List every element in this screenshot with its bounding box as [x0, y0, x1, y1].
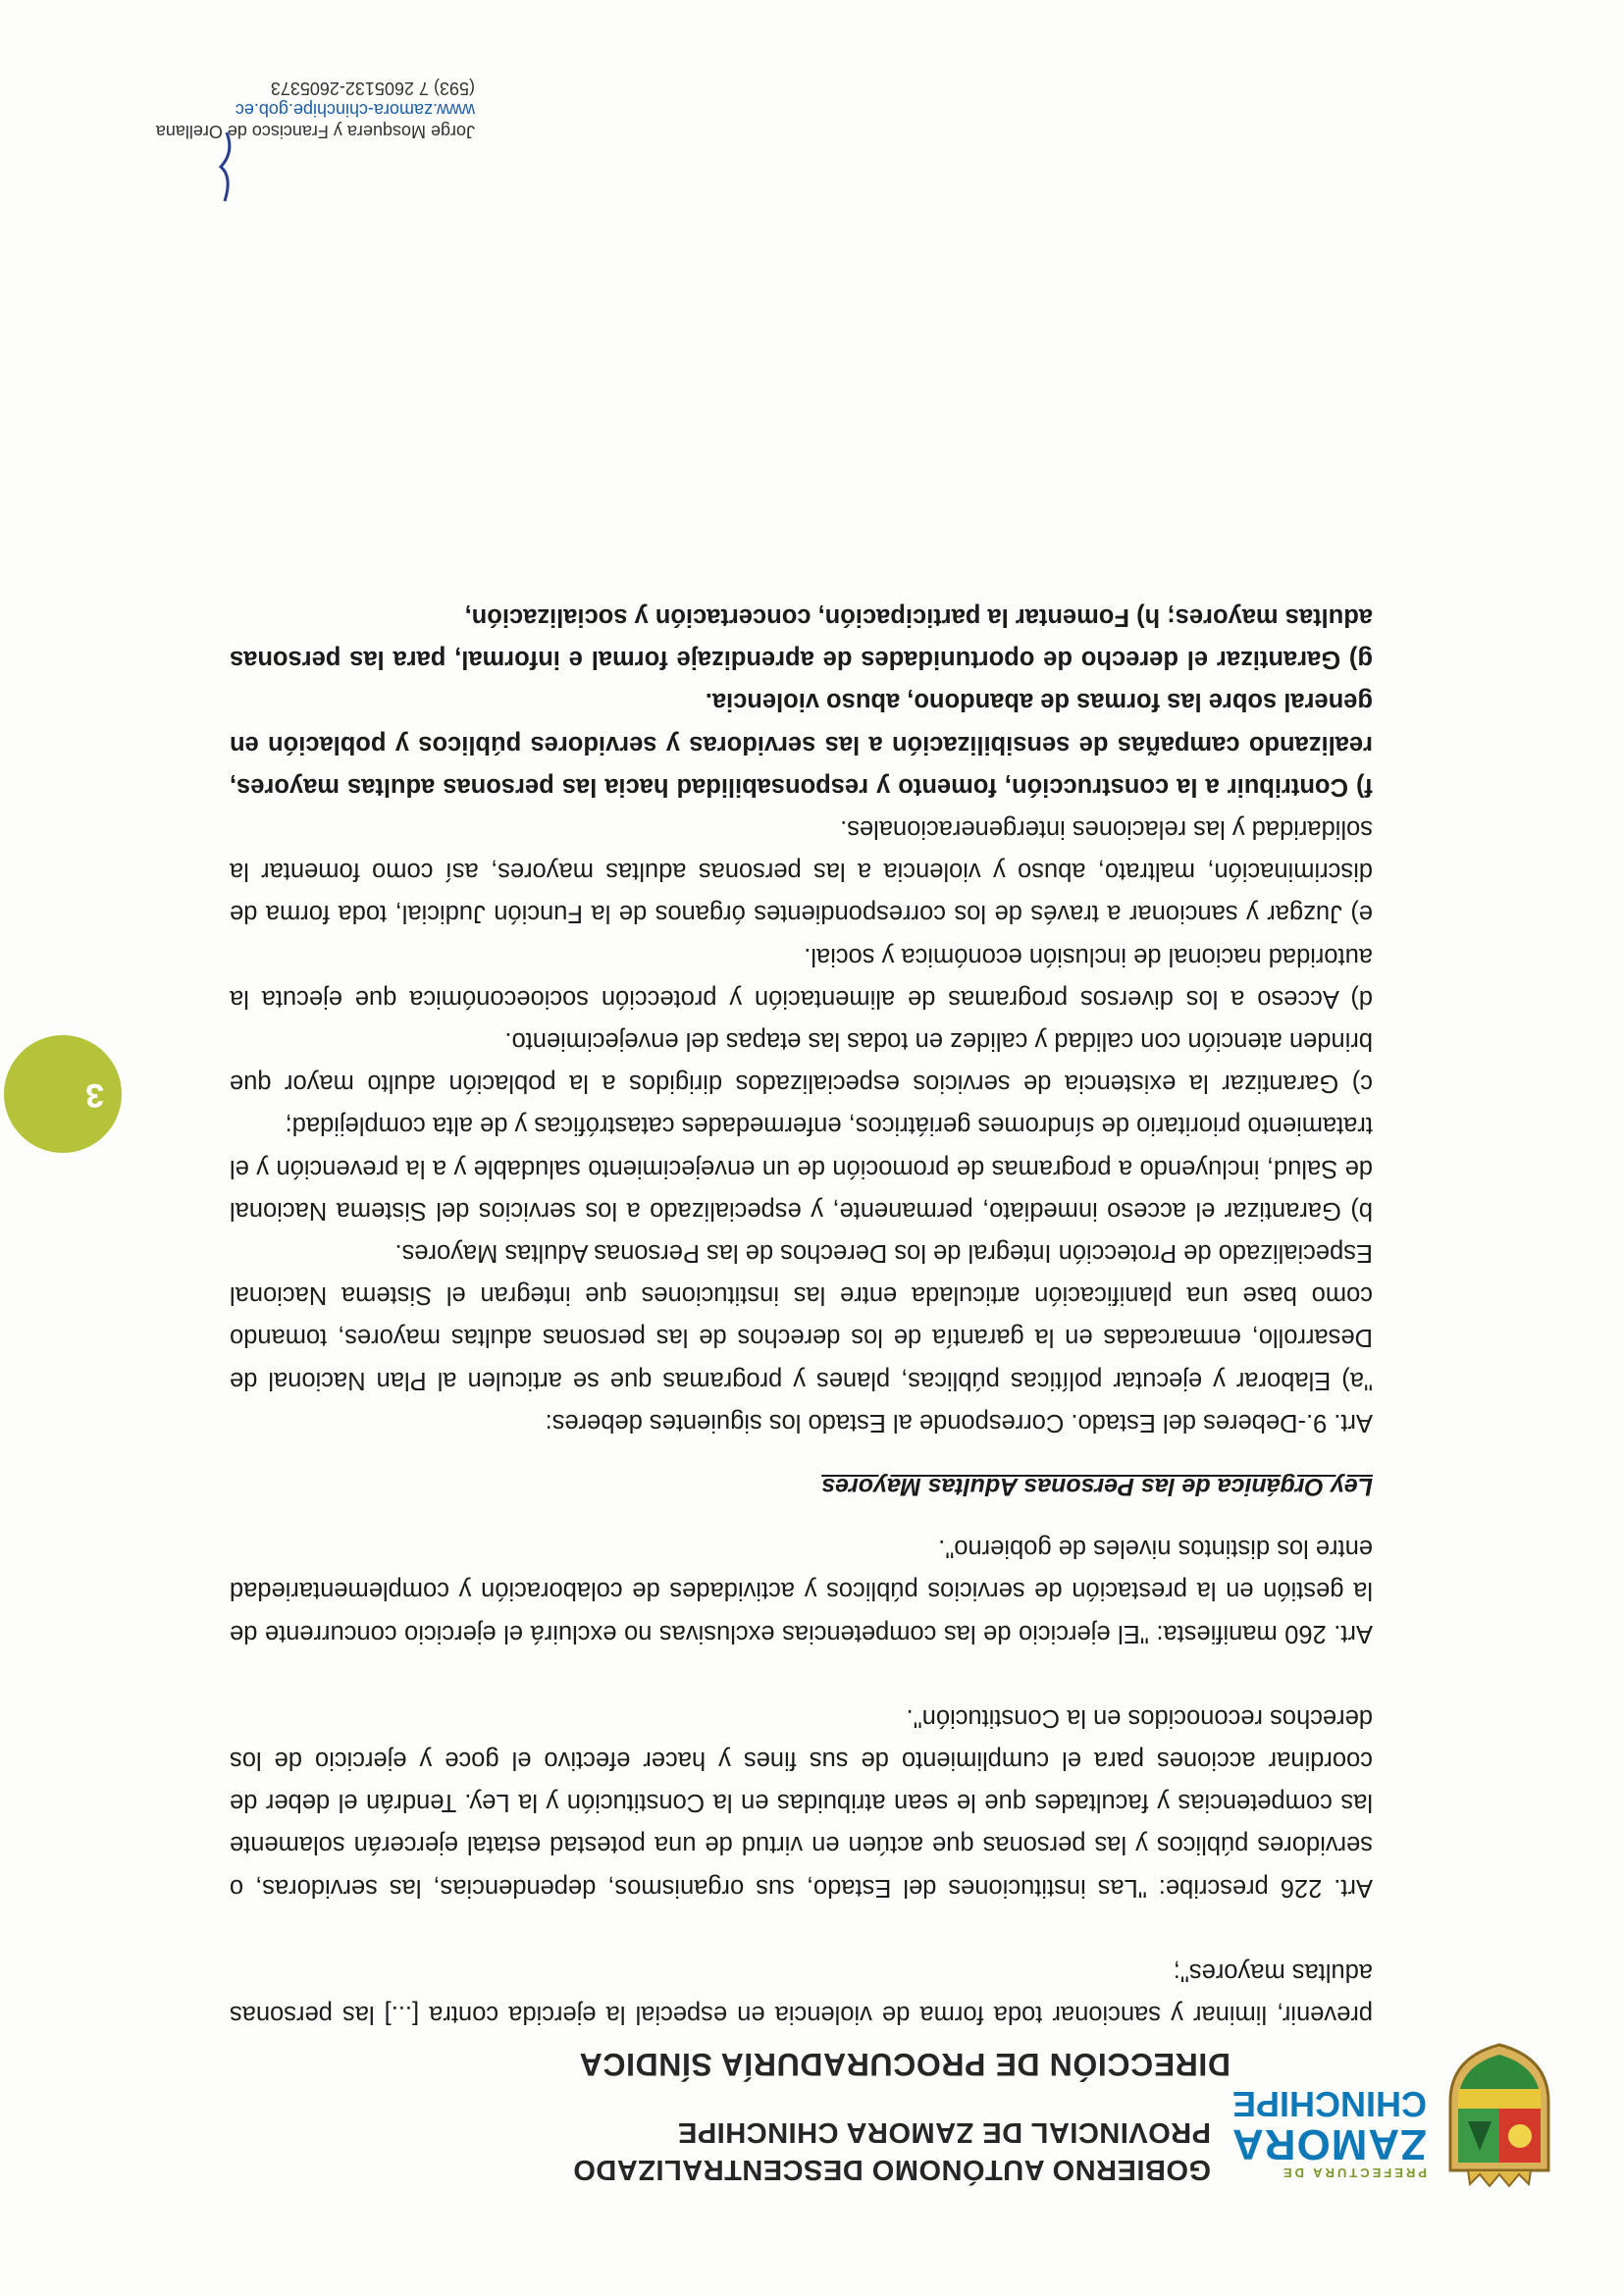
page-number-badge: [4, 1035, 122, 1153]
paragraph-art-9: Art. 9.-Deberes del Estado. Corresponde al Estado los siguientes deberes:: [545, 1408, 1373, 1436]
footer-phone: (593) 7 2605132-2605373: [270, 78, 475, 98]
paragraph-art-260: Art. 260 manifiesta: "El ejercicio de las competencias exclusivas no excluirá el ejercicio concurrente de la gestión en la prestación de servicios públicos y actividades de colaboración y complementariedad entre los distintos niveles de gobierno".: [230, 1535, 1373, 1647]
footer-contact: [122, 78, 475, 142]
duty-f: f) Contribuir a la construcción, fomento y responsabilidad hacia las personas adultas mayores, realizando campañas de sensibilización a las servidoras y servidores públicos y población en general sobre las formas de abandono, abuso violencia.: [230, 688, 1373, 801]
department-title: DIRECCIÓN DE PROCURADURÍA SÍNDICA: [579, 2047, 1230, 2082]
duty-d: d) Acceso a los diversos programas de alimentación y protección socioeconómica que ejecuta la autoridad nacional de inclusión económica y social.: [230, 942, 1373, 1013]
paragraph-intro: prevenir, liminar y sancionar toda forma de violencia en especial la ejercida contra [...] las personas adultas mayores";: [230, 1957, 1373, 2028]
footer-website[interactable]: www.zamora-chinchipe.gob.ec: [235, 100, 475, 120]
duty-g: g) Garantizar el derecho de oportunidades de aprendizaje formal e informal, para las personas adultas mayores; h) Fomentar la participación, concertación y socialización,: [230, 602, 1373, 674]
institution-title-line1: GOBIERNO AUTÓNOMO DESCENTRALIZADO: [572, 2154, 1211, 2185]
coat-of-arms-icon: [1440, 2043, 1558, 2190]
duty-c: c) Garantizar la existencia de servicios especializados dirigidos a la población adulto mayor que brinden atención con calidad y calidez en todas las etapas del envejecimiento.: [230, 1026, 1373, 1098]
law-title: Ley Orgánica de las Personas Adultas Mayores: [821, 1472, 1373, 1500]
brand-line2: CHINCHIPE: [1231, 2084, 1427, 2124]
institution-title-line2: PROVINCIAL DE ZAMORA CHINCHIPE: [677, 2116, 1211, 2148]
document-body: [230, 596, 1373, 2035]
brand-logo: [1230, 2085, 1427, 2180]
footer-address: Jorge Mosquera y Francisco de Orellana: [155, 122, 475, 141]
duty-a: "a) Elaborar y ejecutar políticas públicas, planes y programas que se articulen al Plan Nacional de Desarrollo, enmarcadas en la garantía de los derechos de las personas adultas mayores, tomando como base una planificación articulada entre las instituciones que integran el Sistema Nacional Especializado de Protección Integral de los Derechos de las Personas Adultas Mayores.: [230, 1238, 1373, 1394]
paragraph-art-226: Art. 226 prescribe: "Las instituciones del Estado, sus organismos, dependencias, las servidoras, o servidores públicos y las personas que actúen en virtud de una potestad estatal ejercerán solamente las competencias y facultades que le sean atribuidas en la Constitución y la Ley. Tendrán el deber de coordinar acciones para el cumplimiento de sus fines y hacer efectivo el goce y ejercicio de los derechos reconocidos en la Constitución".: [230, 1703, 1373, 1902]
brand-line1: ZAMORA: [1230, 2120, 1427, 2168]
page-number: 3: [85, 1076, 104, 1114]
institution-title: [524, 2113, 1211, 2188]
duty-b: b) Garantizar el acceso inmediato, permanente, y especializado a los servicios del Sistema Nacional de Salud, incluyendo a programas de promoción de un envejecimiento saludable y a la prevención y el tratamiento prioritario de síndromes geriátricos, enfermedades catastróficas y de alta complejidad;: [230, 1112, 1373, 1225]
duty-e: e) Juzgar y sancionar a través de los correspondientes órganos de la Función Judicial, toda forma de discriminación, maltrato, abuso y violencia a las personas adultas mayores, así como fomentar la solidaridad y las relaciones intergeneracionales.: [230, 814, 1373, 928]
brand-pre: PREFECTURA DE: [1280, 2166, 1427, 2180]
